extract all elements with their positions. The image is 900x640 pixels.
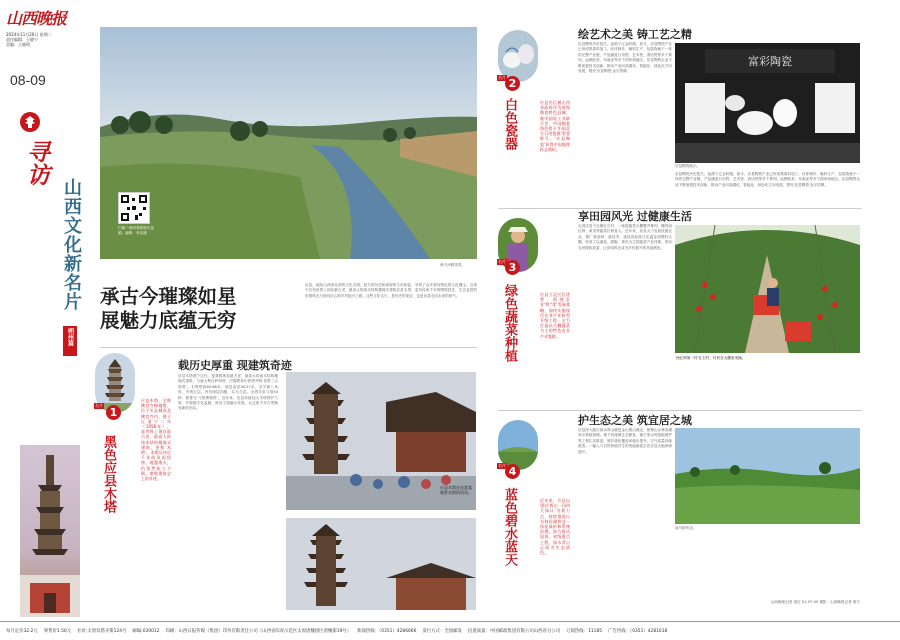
section-2-body: 应县陶瓷历史悠久，起源于辽金时期。如今，应县陶瓷产业已形成集原料加工、坯体制作、釉料生产、包装物流于一体的完整产业链，产品涵盖日用瓷、艺术瓷、酒店瓷等多个系列，远销欧美、东南亚等多个国家和地区。应县陶瓷企业不断加强技术创新，推动产业向高端化、智能化、绿色化方向发展，擦亮'应县陶瓷'金字招牌。	[578, 42, 672, 74]
section-4-header: 护生态之美 筑宜居之城	[578, 414, 692, 427]
tag-label-2: 名片	[498, 75, 506, 80]
section-1-badge: 1 黑色应县木塔	[95, 353, 139, 603]
lead-headline: 承古今璀璨如星 展魅力底蕴无穷	[100, 285, 237, 332]
section-4-title: 蓝色碧水蓝天	[502, 488, 517, 566]
footer-price: 每月定价32.2元	[6, 629, 38, 634]
footer-postcode: 邮编:030012	[132, 629, 160, 634]
newspaper-logo: 山西晚报	[6, 9, 67, 28]
reporter-credit: 山西晚报记者 周红 01-07-09 摄影：山西晚报记者 胡宇	[770, 600, 860, 604]
photo-credit: 桑干河畔美景。	[440, 263, 466, 267]
section-3-body: 走进应县下社镇红石村，一座座蔬菜大棚整齐排列，棚内西红柿、黄瓜等蔬菜长势喜人。近年来，应县大力发展设施农业，推广新品种、新技术，建设高标准日光温室和塑料大棚，形成了以番茄、甜椒、黄瓜为主的蔬菜产业体系，带动农民增收致富，让田园风光成为乡村振兴的亮丽底色。	[578, 224, 672, 250]
section-1-body: 应县木塔建于辽代，是我国现存最古老、最高大的纯木结构楼阁式建筑，与意大利比萨斜塔、巴黎埃菲尔铁塔并称'世界三大奇塔'。木塔塔高65.88米，底层直径30.27米，呈平面八角形，外观五层，内有暗层四级，实为九层。全塔共用斗拱54种，被誉为'斗拱博物馆'。近年来，应县持续加大木塔保护力度，开展数字化监测，推动文旅融合发展，让这座千年古塔焕发新的光彩。	[178, 374, 278, 411]
section-4-blurb: 近年来，应县以建设'两山一河四大绿口'为着力点，持续推进山水林田湖草沙一体化保护和系统治理，筑力推动国家、省级重点工程，绿水青山正成为生态底色。	[540, 498, 570, 556]
section-4-badge: 4 蓝色碧水蓝天	[498, 420, 542, 600]
pagoda-icon	[20, 112, 40, 132]
divider-right-2	[498, 410, 862, 411]
tag-label-3: 名片	[498, 259, 506, 264]
lead-intro: 应县，地处山西省北部的文化名城，悠久的历史和深厚的文化积淀，孕育了众多独具特色的文化瑰宝。这里不仅有世界上现存最古老、最高大的纯木结构楼阁式建筑应县木塔，更有传承千年的陶瓷技艺、生态宜居的田园风光与独具匠心的乡村振兴之路。这些文化名片，是历史的见证，也是应县走向未来的底气。	[305, 283, 477, 298]
section-1-blurb: 应县木塔，全称佛宫寺释迦塔，位于应县城西北佛宫寺内，建于辽清宁二年（1056年），是世界上现存最古老、最高大的纯木结构楼阁式建筑，史称'木塔'。木塔历经近千年的风雨侵蚀、地震战火，仍依然屹立不倒，堪称建筑史上的奇迹。	[141, 398, 171, 482]
column-title-red: 寻访	[23, 140, 50, 186]
region-tag: 朔州篇	[63, 326, 77, 356]
tag-label-4: 名片	[498, 463, 506, 468]
column-title: 山西文化新名片	[61, 178, 82, 311]
qr-caption: 扫描二维码观看相关视频。编辑：李洁涵	[118, 226, 154, 235]
section-1-header: 载历史厚重 现建筑奇迹	[178, 359, 292, 372]
design-credit: 美编：王晓明	[6, 42, 30, 47]
pagoda-photo-small	[286, 518, 476, 610]
brand-sign: 富彩陶瓷	[748, 55, 792, 68]
section-3-title: 绿色蔬菜种植	[502, 284, 517, 362]
section-2-header: 绘艺术之美 铸工艺之精	[578, 28, 692, 41]
divider	[100, 347, 477, 348]
grassland-photo	[675, 428, 860, 524]
column-emblem	[20, 112, 40, 132]
section-3-blurb: 应县立足区位优势，围绕农业'特''优'发展战略，加快实施现代农业产业转型升级工程，全力打造以大棚蔬菜为主的特色农业产业集群。	[540, 292, 570, 339]
issue-date: 2024年11月26日 星期二	[6, 32, 52, 37]
footer-printer: 印刷：山西日报传媒（集团）印务有限责任公司（山西省综改示范区太原唐槐园区唐槐街19号）	[165, 629, 352, 634]
footer-bar	[0, 621, 900, 640]
temple-photo	[20, 445, 80, 617]
qr-code[interactable]	[118, 192, 150, 224]
section-2-photo-caption: 应县陶瓷展示。	[675, 164, 701, 168]
section-4-body: 应县深入践行绿水青山就是金山银山理念，统筹山水林田湖草沙系统治理。桑干河流域生态修复、镇子梁水库湿地保护等工程扎实推进，城乡绿化覆盖率稳步提升，空气质量持续改善。一幅人与自然和谐共生的美丽画卷正在应县大地徐徐展开。	[578, 428, 672, 454]
footer-delivery: 投递质量：中国邮政集团有限公司山西省分公司	[467, 629, 561, 634]
section-2-blurb: 应县先后被山西省政府评为省级陶瓷特色县城，被中国轻工业联合会、中国陶瓷协会授予'中国北方日用瓷都'荣誉称号，'应县陶瓷'获得中国地理标志商标。	[540, 100, 570, 152]
section-1-title: 黑色应县木塔	[101, 435, 116, 513]
section-3-photo-caption: '西红柿第一村'红石村，村民在大棚里采摘。	[675, 356, 746, 360]
greenhouse-photo	[675, 225, 860, 353]
section-2-badge: 2 白色瓷器	[498, 30, 542, 210]
section-4-photo-caption: 南马坡风光。	[675, 526, 697, 530]
section-1-photo-caption: 应县木塔在佳游客观赏木塔的风采。	[440, 485, 472, 495]
river-photo	[100, 27, 477, 259]
porcelain-photo	[675, 43, 860, 163]
section-3-header: 享田园风光 过健康生活	[578, 210, 692, 223]
footer-ad-phone: 广告热线：（0351）4281618	[608, 629, 668, 634]
footer-subscription: 订阅热线：11185	[566, 629, 603, 634]
editor-credit: 责任编辑：王晓宁	[6, 37, 38, 42]
section-2-body-cont: 应县陶瓷历史悠久，起源于辽金时期。如今，应县陶瓷产业已形成集原料加工、坯体制作、釉料生产、包装物流于一体的完整产业链，产品涵盖日用瓷、艺术瓷、酒店瓷等多个系列，远销欧美、东南亚等多个国家和地区。应县陶瓷企业不断加强技术创新，推动产业向高端化、智能化、绿色化方向发展，擦亮'应县陶瓷'金字招牌。	[675, 172, 860, 187]
footer-address: 社址:太原双塔寺街124号	[77, 629, 127, 634]
footer-issue-price: 零售价1.50元	[43, 629, 72, 634]
page-number: 08-09	[10, 72, 46, 88]
tag-label-1: 名片	[95, 403, 103, 408]
section-2-title: 白色瓷器	[502, 98, 517, 150]
footer-news-phone: 新闻热线：（0351）4286666	[357, 629, 417, 634]
section-3-badge: 3 绿色蔬菜种植	[498, 218, 542, 398]
masthead	[6, 6, 86, 62]
footer-distribution: 发行方式：全国邮发	[422, 629, 462, 634]
